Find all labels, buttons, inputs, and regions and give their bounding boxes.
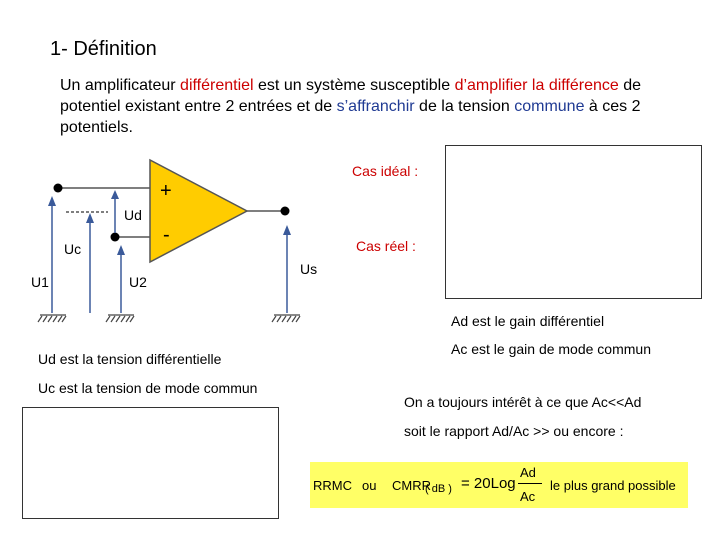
fraction-denominator: Ac [520,489,536,504]
plus-grand-text: le plus grand possible [550,478,676,493]
fraction-numerator: Ad [520,465,536,480]
intro-keyword-affranchir: s’affranchir [336,98,415,115]
uc-definition: Uc est la tension de mode commun [38,380,258,396]
page-title: 1- Définition [50,38,157,60]
u1-label: U1 [31,274,49,290]
intro-text: à ces 2 potentiels. [60,98,641,136]
intro-text: est un système susceptible [253,77,455,94]
rrmc-text: RRMC [313,478,352,493]
equals-text: = 20Log [461,475,516,492]
minus-sign: - [163,224,170,246]
ground-symbol-2 [106,315,134,322]
rapport-text: soit le rapport Ad/Ac >> ou encore : [404,423,624,439]
intro-keyword-commune: commune [514,98,585,115]
uc-label: Uc [64,241,82,257]
ud-arrowhead [111,190,119,199]
us-arrowhead [283,225,291,235]
ground-symbol-1 [38,315,66,322]
u1-arrowhead [48,196,56,206]
intro-keyword-differentiel: différentiel [180,77,254,94]
cas-reel-label: Cas réel : [356,238,416,254]
ac-definition: Ac est le gain de mode commun [451,341,651,357]
formula-box-cases [445,145,702,299]
db-text: ( dB ) [425,483,452,495]
intro-text: Un amplificateur [60,77,181,94]
u2-arrowhead [117,245,125,255]
ud-label: Ud [124,207,142,223]
formula-box-tensions [22,407,279,519]
ad-definition: Ad est le gain différentiel [451,313,605,329]
rrmc-formula [310,462,688,508]
fraction-bar [518,483,542,484]
intro-text: de potentiel existant entre 2 entrées et de [60,77,642,115]
output-terminal [281,207,290,216]
interet-text: On a toujours intérêt à ce que Ac<<Ad [404,394,642,410]
ud-definition: Ud est la tension différentielle [38,351,222,367]
intro-keyword-amplifier: d’amplifier la différence [454,77,619,94]
plus-sign: + [160,180,172,202]
intro-text: de la tension [414,98,515,115]
ou-text: ou [362,478,377,493]
minus-input-terminal [111,233,120,242]
uc-arrowhead [86,213,94,223]
cmrr-text: CMRR [392,478,431,493]
us-label: Us [300,261,318,277]
plus-input-terminal [54,184,63,193]
u2-label: U2 [129,274,147,290]
cas-ideal-label: Cas idéal : [352,163,419,179]
ground-symbol-3 [272,315,300,322]
